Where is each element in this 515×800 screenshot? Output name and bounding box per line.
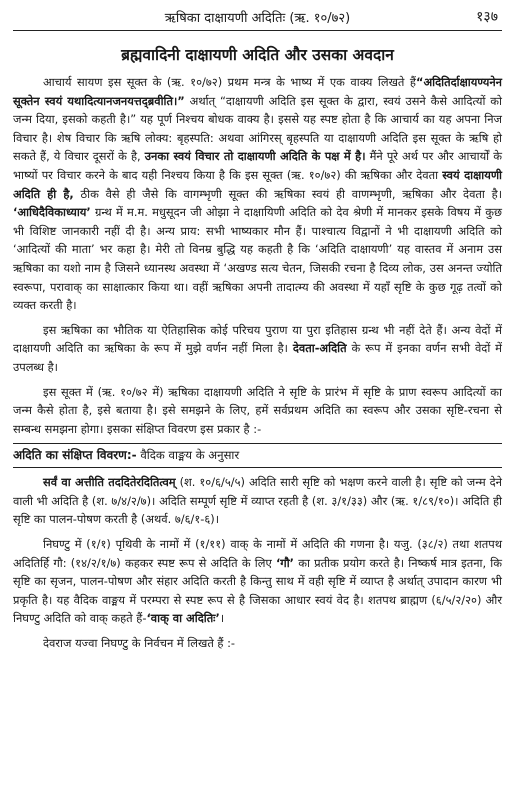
paragraph-3: इस सूक्त में (ऋ. १०/७२ में) ऋषिका दाक्षायणी अदिति ने सृष्टि के प्रारंभ में सृष्टि के प्राण स्वरूप आदित्यों का जन्म कैसे होता है, इसे बताया है। इसे समझने के लिए, हमें सर्वप्रथम अदिति का स्वरूप और उसका सृष्टि-रचना से सम्बन्ध समझना होगा। इसका संक्षिप्त विवरण इस प्रकार है :- [13,384,502,436]
paragraph-4: सर्वं वा अत्तीति तददितेरदितित्वम् (श. १०/६/५/५) अदिति सारी सृष्टि को भक्षण करने वाली है। सृष्टि को जन्म देने वाली भी अदिति है (श. ७/४/२/७)। अदिति सम्पूर्ण सृष्टि में व्याप्त रहती है (श. ३/१/३३) और (ऋ. १/८९/१०)। अदिति ही सृष्टि का पालन-पोषण करती है (अथर्व. ७/६/१-६)। [13,475,502,527]
article-title: ब्रह्मवादिनी दाक्षायणी अदिति और उसका अवदान [121,46,394,64]
page-number: १३७ [476,9,498,25]
section-heading: अदिति का संक्षिप्त विवरण:- वैदिक वाङ्मय के अनुसार [13,448,240,463]
paragraph-2: इस ऋषिका का भौतिक या ऐतिहासिक कोई परिचय पुराण या पुरा इतिहास ग्रन्थ भी नहीं देते हैं। अन्य वेदों में दाक्षायणी अदिति का ऋषिका के रूप में मुझे वर्णन नहीं मिला है। देवता-अदिति के रूप में इनका वर्णन सभी वेदों में उपलब्ध है। [13,322,502,374]
section-rule [13,443,502,444]
paragraph-1: आचार्य सायण इस सूक्त के (ऋ. १०/७२) प्रथम मन्त्र के भाष्य में एक वाक्य लिखते हैं“अदितिर्दाक्षायण्यनेन सूक्तेन स्वयं यथादित्यानजनयत्तद्ब्रवीति।” अर्थात् “दाक्षायणी अदिति इस सूक्त के द्वारा, स्वयं उसने कैसे आदित्यों को जन्म दिया, इसको कहती है।” यह पूर्ण निश्चय बोधक वाक्य है। इससे यह स्पष्ट होता है कि आचार्य का यह अपना निज विचार है। शेष विचार कि ऋषि लोक्य: बृहस्पति: अथवा आंगिरस् बृहस्पति या दाक्षायणी अदिति इस सूक्त के ऋषि हो सकते हैं, ये विचार दूसरों के है, उनका स्वयं विचार तो दाक्षायणी अदिति के पक्ष में है। मैंने पूरे अर्थ पर और आचार्यों के भाष्यों पर विचार करने के बाद यही निश्चय किया है कि इस सूक्त (ऋ. १०/७२) की ऋषिका और देवता स्वयं दाक्षायणी अदिति ही है, ठीक वैसे ही जैसे कि वागम्भृणी सूक्त की ऋषिका स्वयं ही वाणम्भृणी, ऋषिका और देवता है। ‘आधिदैविकाध्याय’ ग्रन्थ में म.म. मधुसूदन जी ओझा ने दाक्षायिणी अदिति को देव श्रेणी में मानकर इसके विषय में कुछ भी विशिष्ट जानकारी नहीं दी है। अन्य प्राय: सभी भाष्यकार मौन हैं। पाश्चात्य विद्वानों ने भी दाक्षायणी अदिति को ‘आदित्यों की माता’ भर कहा है। मेरी तो विनम्र बुद्धि यह कहती है कि ‘अदिति दाक्षायणी’ यह वास्तव में अनाम उस ऋषिका का यशो नाम है जिसने ध्यानस्थ अवस्था में ‘अखण्ड सत्य चेतन, जिसकी रचना है दिव्य लोक, उस अनन्त ज्योति स्वरूपा, परावाक् का साक्षात्कार किया था। वहीं ऋषिका अपनी तादात्म्य की अवस्था में यहाँ सृष्टि के कुछ गूढ़ तत्वों को व्यक्त करती है। [13,75,503,313]
header-rule [13,30,502,31]
running-title: ऋषिका दाक्षायणी अदितिः (ऋ. १०/७२) [164,11,351,26]
paragraph-5: निघण्टु में (१/१) पृथिवी के नामों में (१/११) वाक् के नामों में अदिति की गणना है। यजु. (३८/२) तथा शतपथ अदितिर्हि गौ: (१४/२/१/७) कहकर स्पष्ट रूप से अदिति के लिए ‘गौ’ का प्रतीक प्रयोग करते है। निष्कर्ष मात्र इतना, कि सृष्टि का सृजन, पालन-पोषण और संहार अदिति करती है किन्तु साथ में वही सृष्टि में व्याप्त है अर्थात् उपादान कारण भी प्रकृति है। यह वैदिक वाङ्मय में परम्परा से स्पष्ट रूप से है जिसका आधार स्वयं वेद है। शतपथ ब्राह्मण (६/५/२/२०) और निघण्टु अदिति को वाक् कहते हैं-‘वाक् वा अदितिः’। [13,537,503,626]
section-rule-bottom [13,467,502,468]
paragraph-6: देवराज यज्वा निघण्टु के निर्वचन में लिखते हैं :- [43,636,236,651]
running-head [13,6,502,26]
